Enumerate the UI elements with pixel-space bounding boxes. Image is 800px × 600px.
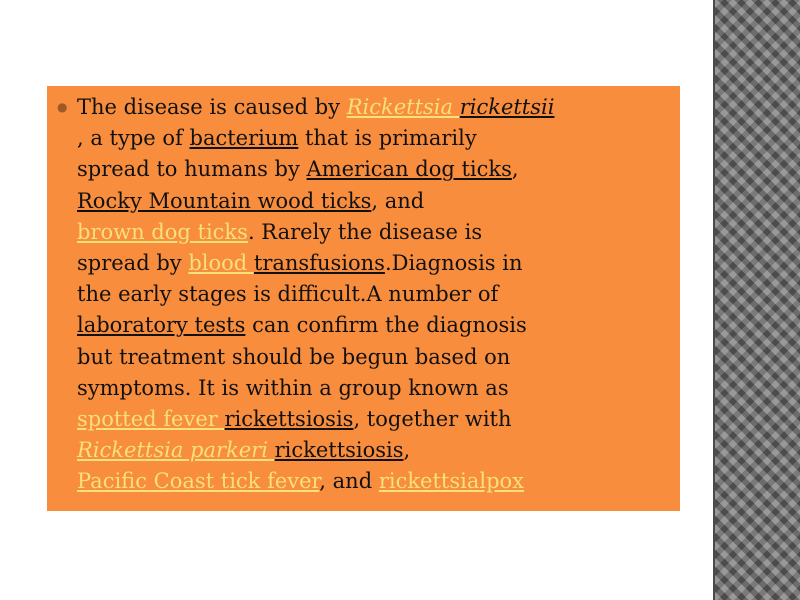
text-run: . Rarely the disease is	[247, 219, 483, 244]
text-run: the early stages is difficult.A number of	[77, 282, 499, 307]
text-run: , a type of	[77, 126, 190, 151]
text-run: The disease is caused by	[77, 95, 347, 119]
text-line	[77, 342, 677, 373]
text-line	[77, 435, 677, 466]
text-run: spread to humans by	[77, 157, 307, 182]
decorative-side-strip	[713, 0, 800, 600]
hyperlink[interactable]: rickettsiosis	[224, 407, 354, 432]
hyperlink[interactable]: Rickettsia parkeri	[77, 438, 275, 463]
text-run: but treatment should be begun based on	[77, 344, 511, 369]
hyperlink[interactable]: bacterium	[189, 126, 299, 151]
text-line	[77, 404, 677, 435]
text-line	[77, 92, 677, 123]
hyperlink[interactable]: laboratory tests	[77, 313, 246, 338]
bullet-text	[77, 92, 677, 498]
hyperlink[interactable]: spotted fever	[77, 407, 225, 432]
bullet-icon: ●	[57, 100, 68, 114]
hyperlink[interactable]: Pacific Coast tick fever	[77, 469, 320, 494]
text-run: .Diagnosis in	[384, 251, 523, 276]
hyperlink[interactable]: American dog ticks	[306, 157, 512, 182]
text-line	[77, 373, 677, 404]
text-run: , and	[371, 188, 425, 213]
text-line	[77, 248, 677, 279]
text-run: spread by	[77, 251, 189, 276]
text-line	[77, 186, 677, 217]
text-line	[77, 310, 677, 341]
content-box	[47, 86, 680, 511]
text-line	[77, 279, 677, 310]
hyperlink[interactable]: Rocky Mountain wood ticks	[77, 188, 372, 213]
text-line	[77, 154, 677, 185]
hyperlink[interactable]: rickettsiosis	[274, 438, 404, 463]
text-run: that is primarily	[298, 126, 477, 151]
hyperlink[interactable]: Rickettsia	[346, 95, 460, 119]
hyperlink[interactable]: transfusions	[253, 251, 385, 276]
text-run: ,	[511, 157, 519, 182]
text-run: can confirm the diagnosis	[245, 313, 527, 338]
text-run: , and	[319, 469, 379, 494]
text-run: symptoms. It is within a group known as	[77, 375, 509, 400]
hyperlink[interactable]: rickettsii	[459, 95, 555, 119]
hyperlink[interactable]: brown dog ticks	[77, 219, 248, 244]
hyperlink[interactable]: rickettsialpox	[378, 469, 525, 494]
text-run: , together with	[353, 407, 512, 432]
text-line	[77, 123, 677, 154]
text-line	[77, 217, 677, 248]
text-line	[77, 466, 677, 497]
hyperlink[interactable]: blood	[188, 251, 254, 276]
text-run: ,	[403, 438, 411, 463]
